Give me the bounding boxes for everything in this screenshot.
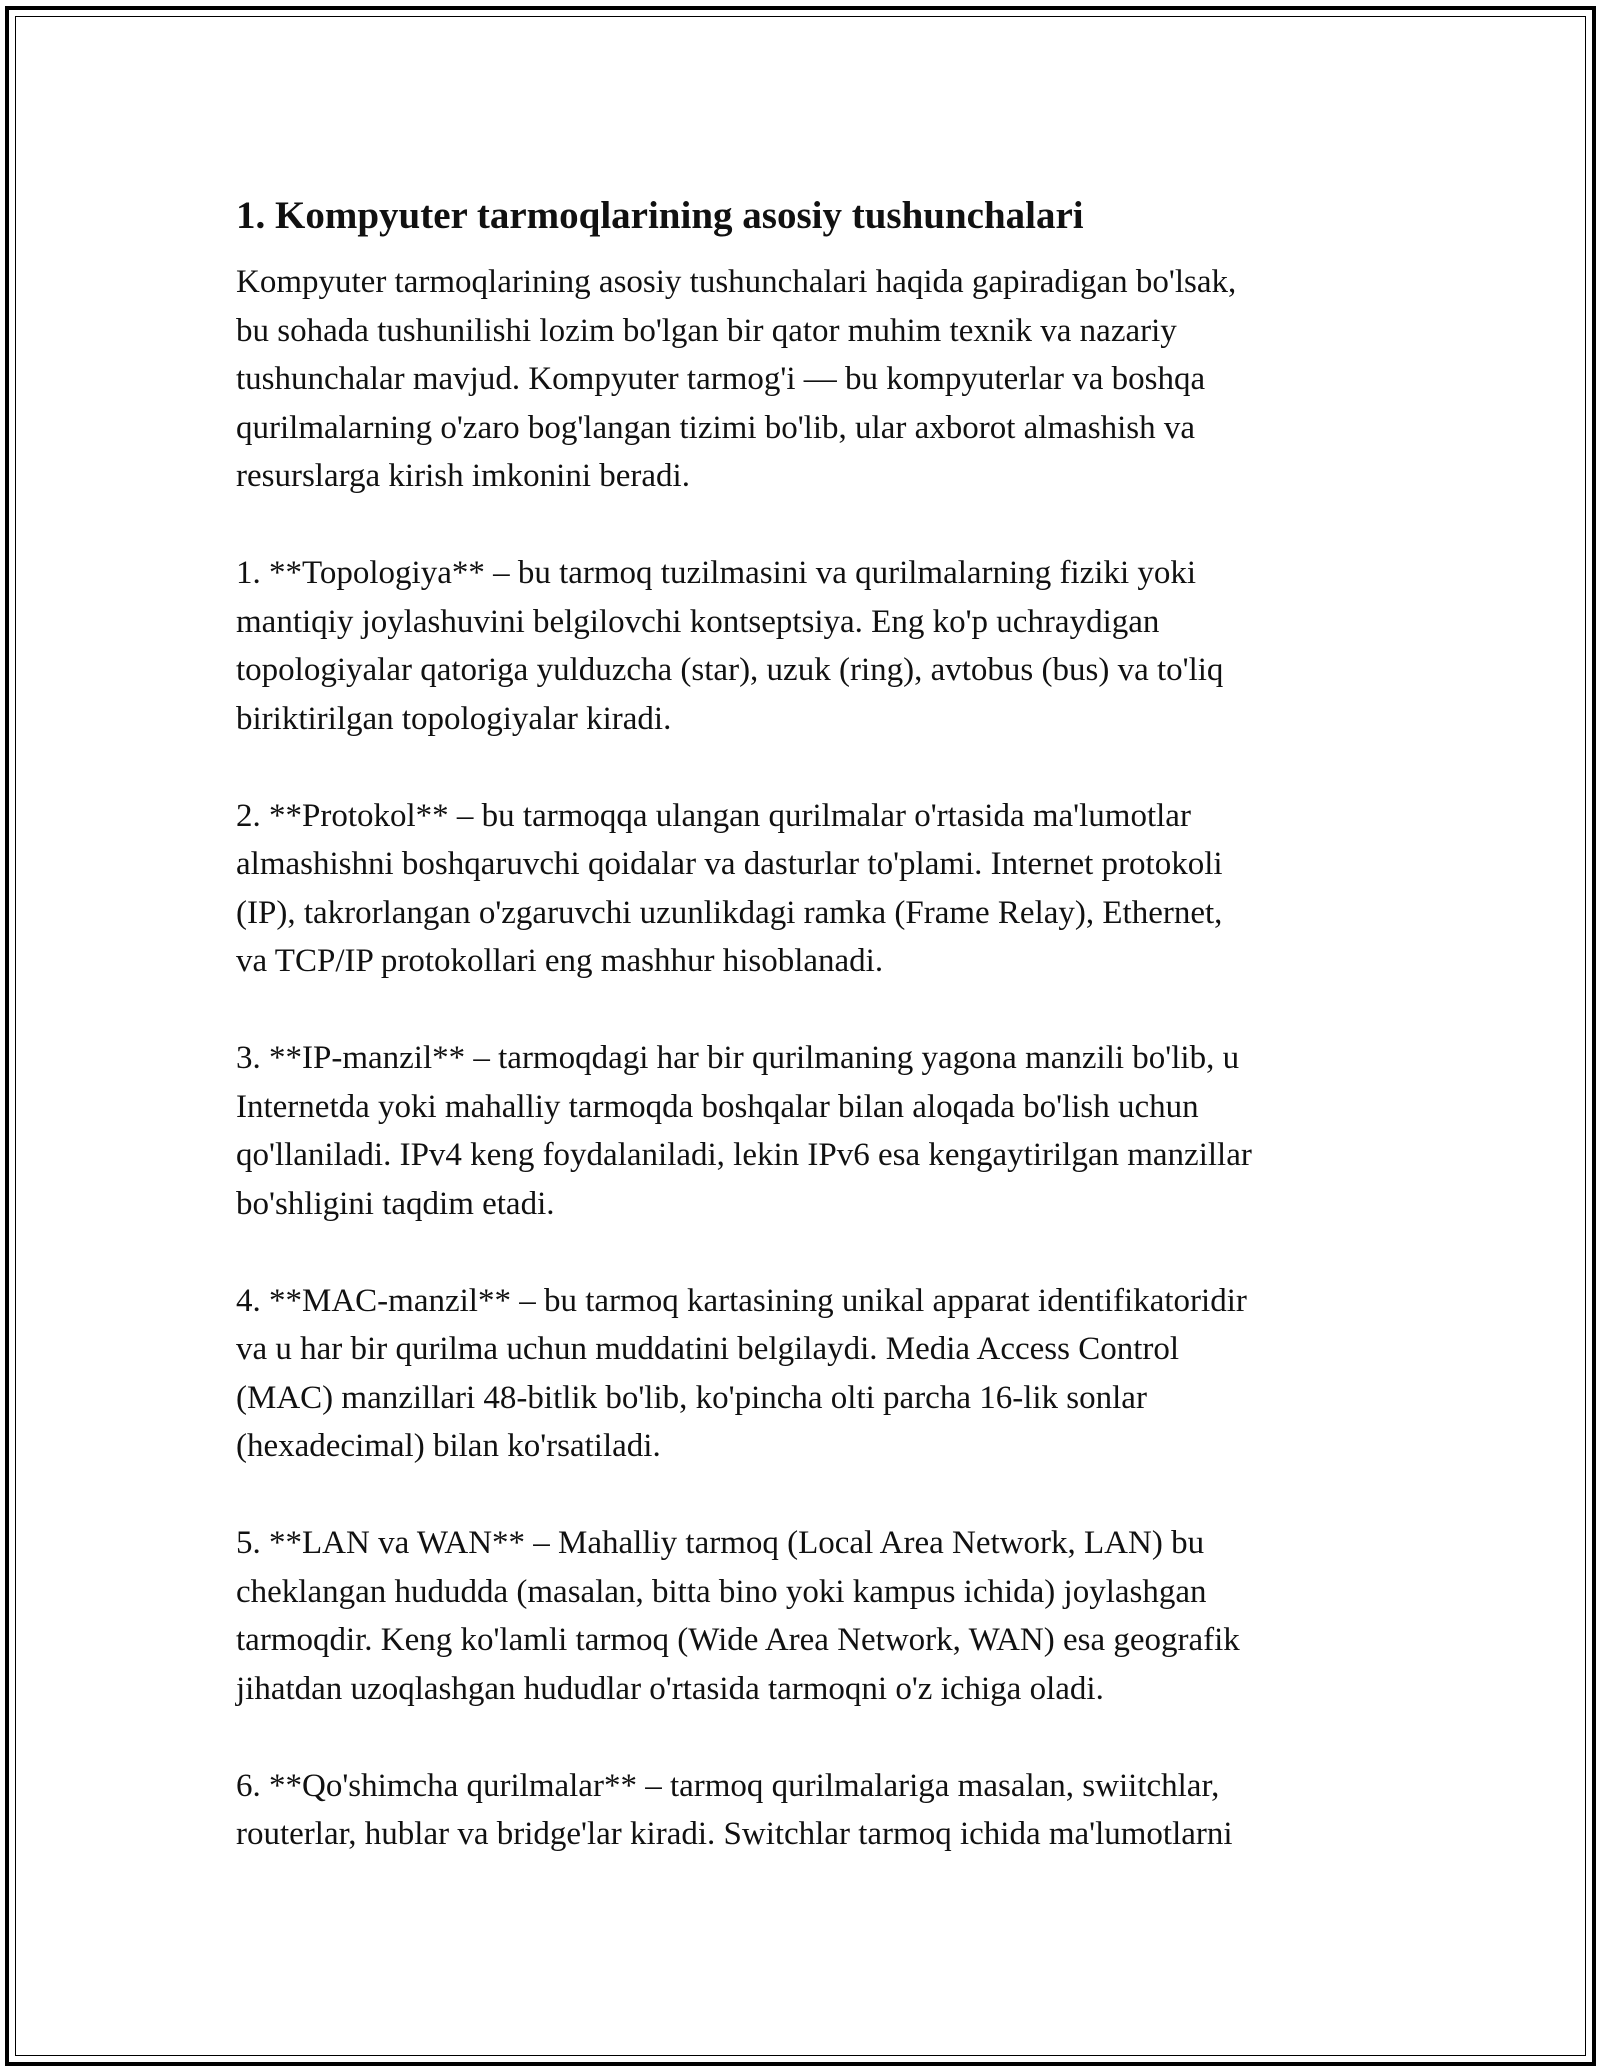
additional-devices-paragraph: 6. **Qo'shimcha qurilmalar** – tarmoq qurilmalariga masalan, swiitchlar, routerlar, hublar va bridge'lar kiradi. Switchlar tarmoq ichida ma'lumotlarni [236,1767,1233,1852]
intro-paragraph: Kompyuter tarmoqlarining asosiy tushunchalari haqida gapiradigan bo'lsak, bu sohada tushunilishi lozim bo'lgan bir qator muhim texnik va nazariy tushunchalar mavjud. Kompyuter tarmog'i — bu kompyuterlar va boshqa qurilmalarning o'zaro bog'langan tizimi bo'lib, ular axborot almashish va resurslarga kirish imkonini beradi. [236,264,1237,494]
section-heading: 1. Kompyuter tarmoqlarining asosiy tushunchalari [236,194,1084,237]
lan-wan-paragraph: 5. **LAN va WAN** – Mahalliy tarmoq (Local Area Network, LAN) bu cheklangan hududda (masalan, bitta bino yoki kampus ichida) joylashgan tarmoqdir. Keng ko'lamli tarmoq (Wide Area Network, WAN) esa geografik jihatdan uzoqlashgan hududlar o'rtasida tarmoqni o'z ichiga oladi. [236,1525,1240,1707]
mac-address-paragraph: 4. **MAC-manzil** – bu tarmoq kartasining unikal apparat identifikatoridir va u har bir qurilma uchun muddatini belgilaydi. Media Access Control (MAC) manzillari 48-bitlik bo'lib, ko'pincha olti parcha 16-lik sonlar (hexadecimal) bilan ko'rsatiladi. [236,1282,1247,1464]
ip-address-paragraph: 3. **IP-manzil** – tarmoqdagi har bir qurilmaning yagona manzili bo'lib, u Internetda yoki mahalliy tarmoqda boshqalar bilan aloqada bo'lish uchun qo'llaniladi. IPv4 keng foydalaniladi, lekin IPv6 esa kengaytirilgan manzillar bo'shligini taqdim etadi. [236,1040,1252,1222]
protocol-paragraph: 2. **Protokol** – bu tarmoqqa ulangan qurilmalar o'rtasida ma'lumotlar almashishni boshqaruvchi qoidalar va dasturlar to'plami. Internet protokoli (IP), takrorlangan o'zgaruvchi uzunlikdagi ramka (Frame Relay), Ethernet, va TCP/IP protokollari eng mashhur hisoblanadi. [236,797,1223,979]
topology-paragraph: 1. **Topologiya** – bu tarmoq tuzilmasini va qurilmalarning fiziki yoki mantiqiy joylashuvini belgilovchi kontseptsiya. Eng ko'p uchraydigan topologiyalar qatoriga yulduzcha (star), uzuk (ring), avtobus (bus) va to'liq biriktirilgan topologiyalar kiradi. [236,555,1224,737]
document-body [236,190,1386,1907]
